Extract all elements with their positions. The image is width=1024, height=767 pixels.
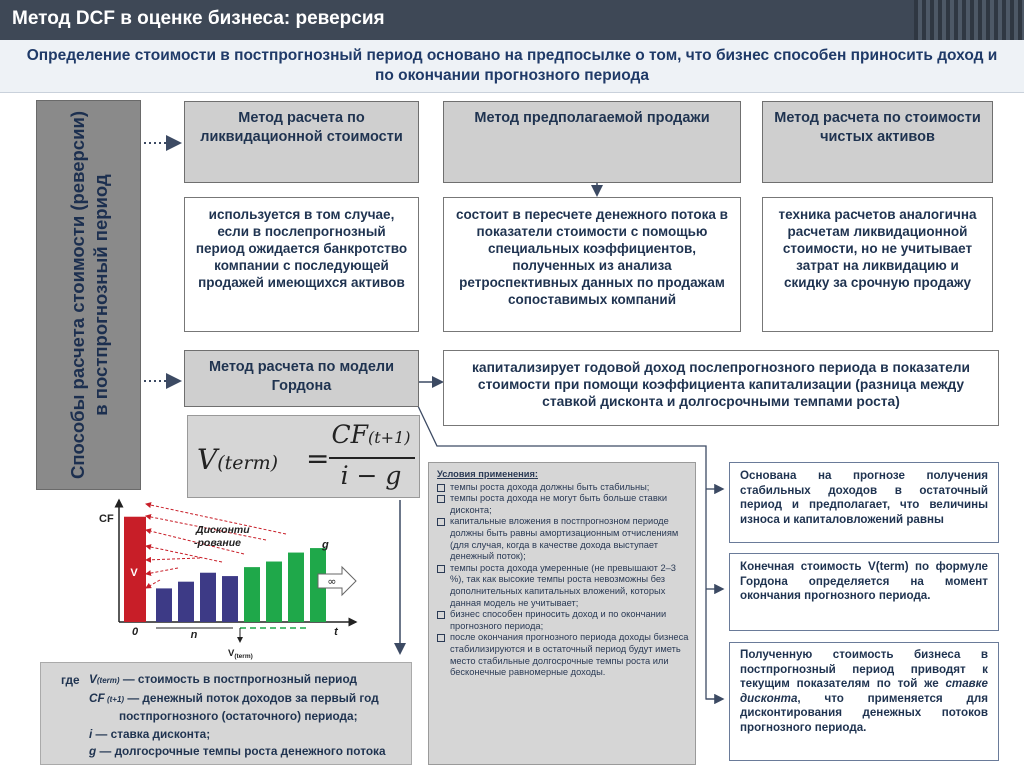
conditions-item: после окончания прогнозного периода доходы бизнеса стабилизируются и в остаточный период будут иметь место стабильные долгосрочные темпы роста или бесконечные равномерные доходы. [437,632,689,678]
bar-forecast [178,582,194,622]
formula-fraction-bar [329,457,415,459]
conditions-item: капитальные вложения в постпрогнозном периоде должны быть равны амортизационным отчислениям (для случая, когда в качестве дохода выступает денежный поток); [437,516,689,562]
bar-residual [244,567,260,622]
note-stable-income-text: Основана на прогнозе получения стабильных доходов в остаточный период и предполагает, что величины износа и капиталовложений равны [740,469,988,526]
legend-row: постпрогнозного (остаточного) периода; [119,709,358,723]
bar-forecast [200,573,216,622]
conditions-item: темпы роста дохода умеренные (не превышают 2–3 %), так как высокие темпы роста невозможны без дополнительных капитальных вложений, которых данная модель не учитывает; [437,563,689,609]
reversion-chart [94,496,394,660]
chart-origin-label: 0 [131,626,139,638]
chart-t-label: t [334,626,338,638]
method-liquidation-box [184,101,419,183]
gordon-desc: капитализирует годовой доход послепрогнозного периода в показатели стоимости при помощи коэффициента капитализации (разница между ставкой дисконта и долгосрочными темпами роста) [471,360,970,409]
conditions-heading: Условия применения: [437,469,538,479]
method-net-assets-desc: техника расчетов аналогична расчетам ликвидационной стоимости, но не учитывает затрат на ликвидацию и скидку за срочную продажу [778,207,977,290]
slide-title: Метод DCF в оценке бизнеса: реверсия [12,8,385,29]
bar-residual [288,553,304,622]
gordon-method-title: Метод расчета по модели Гордона [208,359,395,394]
formula-eq: = [306,442,330,475]
chart-n-label: n [190,629,198,641]
gordon-method-box [184,350,419,407]
conditions-item: темпы роста дохода не могут быть больше ставки дисконта; [437,493,689,516]
formula-legend [40,662,412,765]
note-discounting [729,642,999,761]
legend-where: где [61,673,80,687]
legend-row: i — ставка дисконта; [89,726,211,741]
chart-g-label: g [322,539,329,551]
method-liquidation-desc-box [184,197,419,332]
bar-residual [266,562,282,622]
conditions-item: темпы роста дохода должны быть стабильны; [437,482,689,494]
note-discounting-a: Полученную стоимость бизнеса в постпрогнозный период приводят к текущим показателям по той же [740,648,988,690]
note-terminal-value [729,553,999,631]
note-discounting-b: , что применяется для дисконтирования денежных потоков прогнозного периода. [740,691,988,734]
discount-label-2: -рование [194,537,241,549]
bar-forecast [156,588,172,622]
formula-denominator: i − g [340,461,402,490]
method-sale-desc-box [443,197,741,332]
method-sale-desc: состоит в пересчете денежного потока в показатели стоимости с помощью специальных коэффициентов, полученных из анализа ретроспективных данных по продажам сопоставимых компаний [456,207,728,307]
method-sale-box [443,101,741,183]
chart-cf-label: CF [99,513,114,525]
vterm-label [228,648,253,660]
chart-v-label: V [130,567,138,579]
note-stable-income [729,462,999,543]
bar-forecast [222,576,238,622]
formula-v: V [197,443,218,476]
formula-cf: CF [331,420,368,449]
legend-row: g — долгосрочные темпы роста денежного потока [89,744,386,758]
vterm-main: V [228,648,235,659]
conditions-item: бизнес способен приносить доход и по окончании прогнозного периода; [437,609,689,632]
discount-label-1: Дисконти [196,524,250,536]
method-sale-title: Метод предполагаемой продажи [474,110,710,126]
note-terminal-value-text: Конечная стоимость V(term) по формуле Гордона определяется на момент окончания прогнозного периода. [740,560,988,602]
gordon-formula [187,415,420,498]
method-liquidation-desc: используется в том случае, если в послепрогнозный период ожидается банкротство компании с последующей продажей имеющихся активов [195,207,408,290]
method-net-assets-desc-box [762,197,993,332]
infinity-symbol: ∞ [327,575,337,588]
note-discounting-em: ставке дисконта [740,677,988,705]
gordon-desc-box [443,350,999,426]
vterm-sub: (term) [234,653,253,660]
sidebar-label: Способы расчета стоимости (реверсии) в постпрогнозный период [66,110,111,480]
formula-cf-sub: (t+1) [367,428,411,447]
conditions-list [437,482,689,679]
method-liquidation-title: Метод расчета по ликвидационной стоимости [200,110,403,145]
legend-row: CF (t+1) — денежный поток доходов за первый год [89,690,379,705]
conditions-panel [428,462,696,765]
method-net-assets-title: Метод расчета по стоимости чистых активов [774,110,981,145]
legend-row: V(term) — стоимость в постпрогнозный период [89,672,357,686]
method-net-assets-box [762,101,993,183]
subtitle-text: Определение стоимости в постпрогнозный период основано на предпосылке о том, что бизнес способен приносить доход и по окончании прогнозного периода [26,47,998,84]
legend-rows [89,671,411,761]
formula-v-sub: (term) [217,452,279,474]
